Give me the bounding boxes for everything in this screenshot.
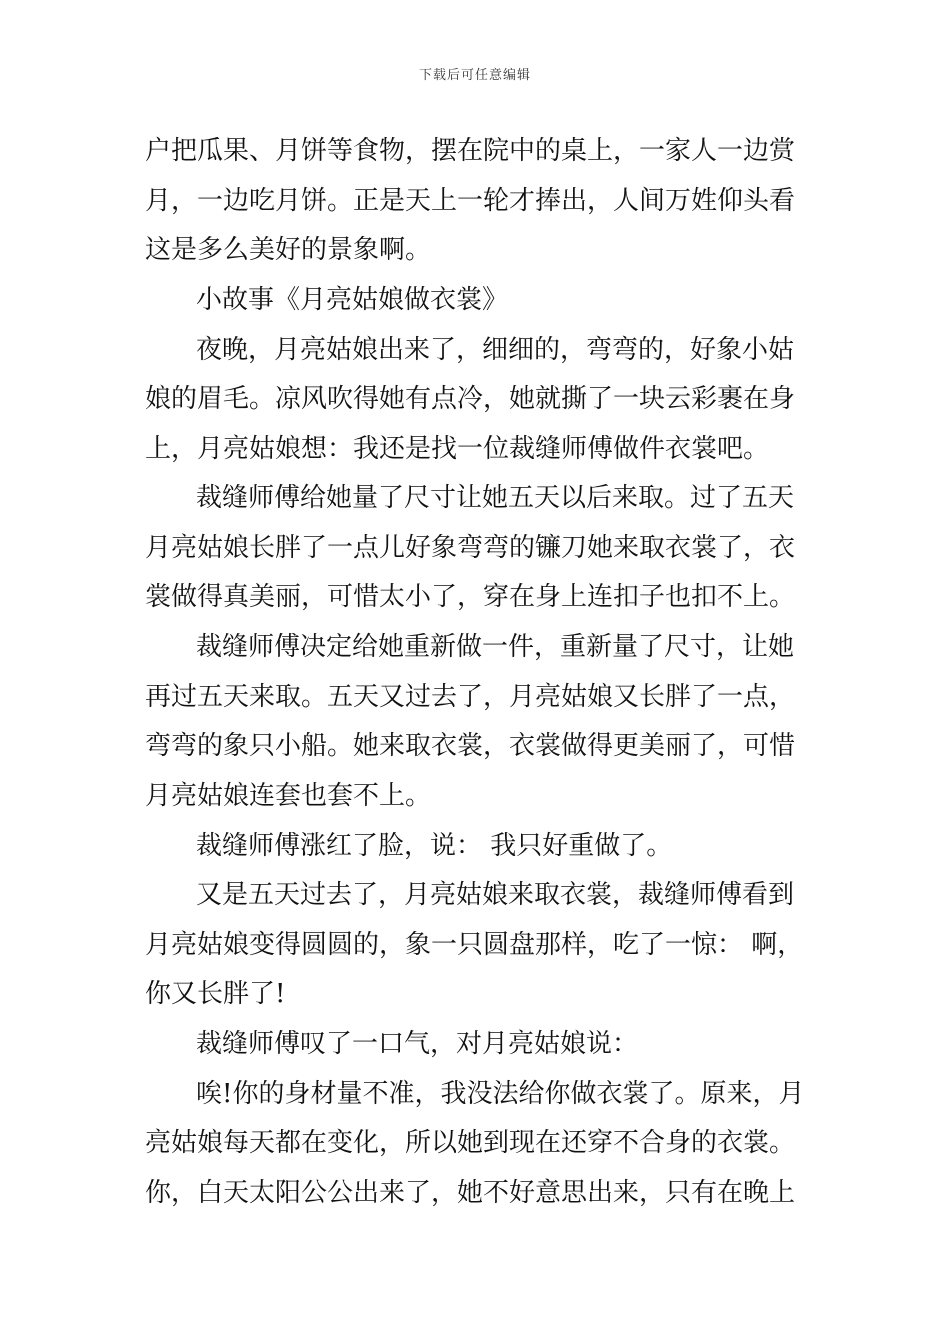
text-line: 你又长胖了!	[145, 979, 286, 1009]
text-line: 上，月亮姑娘想：我还是找一位裁缝师傅做件衣裳吧。	[145, 434, 770, 464]
text-line: 月亮姑娘变得圆圆的，象一只圆盘那样，吃了一惊： 啊，	[145, 930, 804, 960]
text-line: 娘的眉毛。凉风吹得她有点冷，她就撕了一块云彩裹在身	[145, 384, 796, 414]
story-title: 小故事《月亮姑娘做衣裳》	[196, 285, 509, 315]
paragraph-line: 裁缝师傅决定给她重新做一件，重新量了尺寸，让她	[196, 632, 795, 662]
text-line: 亮姑娘每天都在变化，所以她到现在还穿不合身的衣裳。	[145, 1128, 796, 1158]
text-line: 再过五天来取。五天又过去了，月亮姑娘又长胖了一点，	[145, 682, 796, 712]
text-line: 月亮姑娘连套也套不上。	[145, 781, 432, 811]
text-line: 月亮姑娘长胖了一点儿好象弯弯的镰刀她来取衣裳了，衣	[145, 533, 796, 563]
text-line: 裳做得真美丽，可惜太小了，穿在身上连扣子也扣不上。	[145, 582, 796, 612]
paragraph-line: 夜晚，月亮姑娘出来了，细细的，弯弯的，好象小姑	[196, 335, 795, 365]
page-header: 下载后可任意编辑	[418, 68, 531, 83]
paragraph-line: 又是五天过去了，月亮姑娘来取衣裳，裁缝师傅看到	[196, 880, 795, 910]
text-line: 弯弯的象只小船。她来取衣裳，衣裳做得更美丽了，可惜	[145, 731, 796, 761]
text-line: 户把瓜果、月饼等食物，摆在院中的桌上，一家人一边赏	[145, 136, 796, 166]
paragraph-line: 裁缝师傅涨红了脸，说： 我只好重做了。	[196, 831, 673, 861]
paragraph-line: 裁缝师傅给她量了尺寸让她五天以后来取。过了五天	[196, 483, 795, 513]
text-line: 你，白天太阳公公出来了，她不好意思出来，只有在晚上	[145, 1178, 796, 1208]
text-line: 这是多么美好的景象啊。	[145, 235, 432, 265]
paragraph-line: 唉!你的身材量不准，我没法给你做衣裳了。原来，月	[196, 1079, 805, 1109]
paragraph-line: 裁缝师傅叹了一口气，对月亮姑娘说：	[196, 1029, 639, 1059]
text-line: 月，一边吃月饼。正是天上一轮才捧出，人间万姓仰头看	[145, 186, 796, 216]
